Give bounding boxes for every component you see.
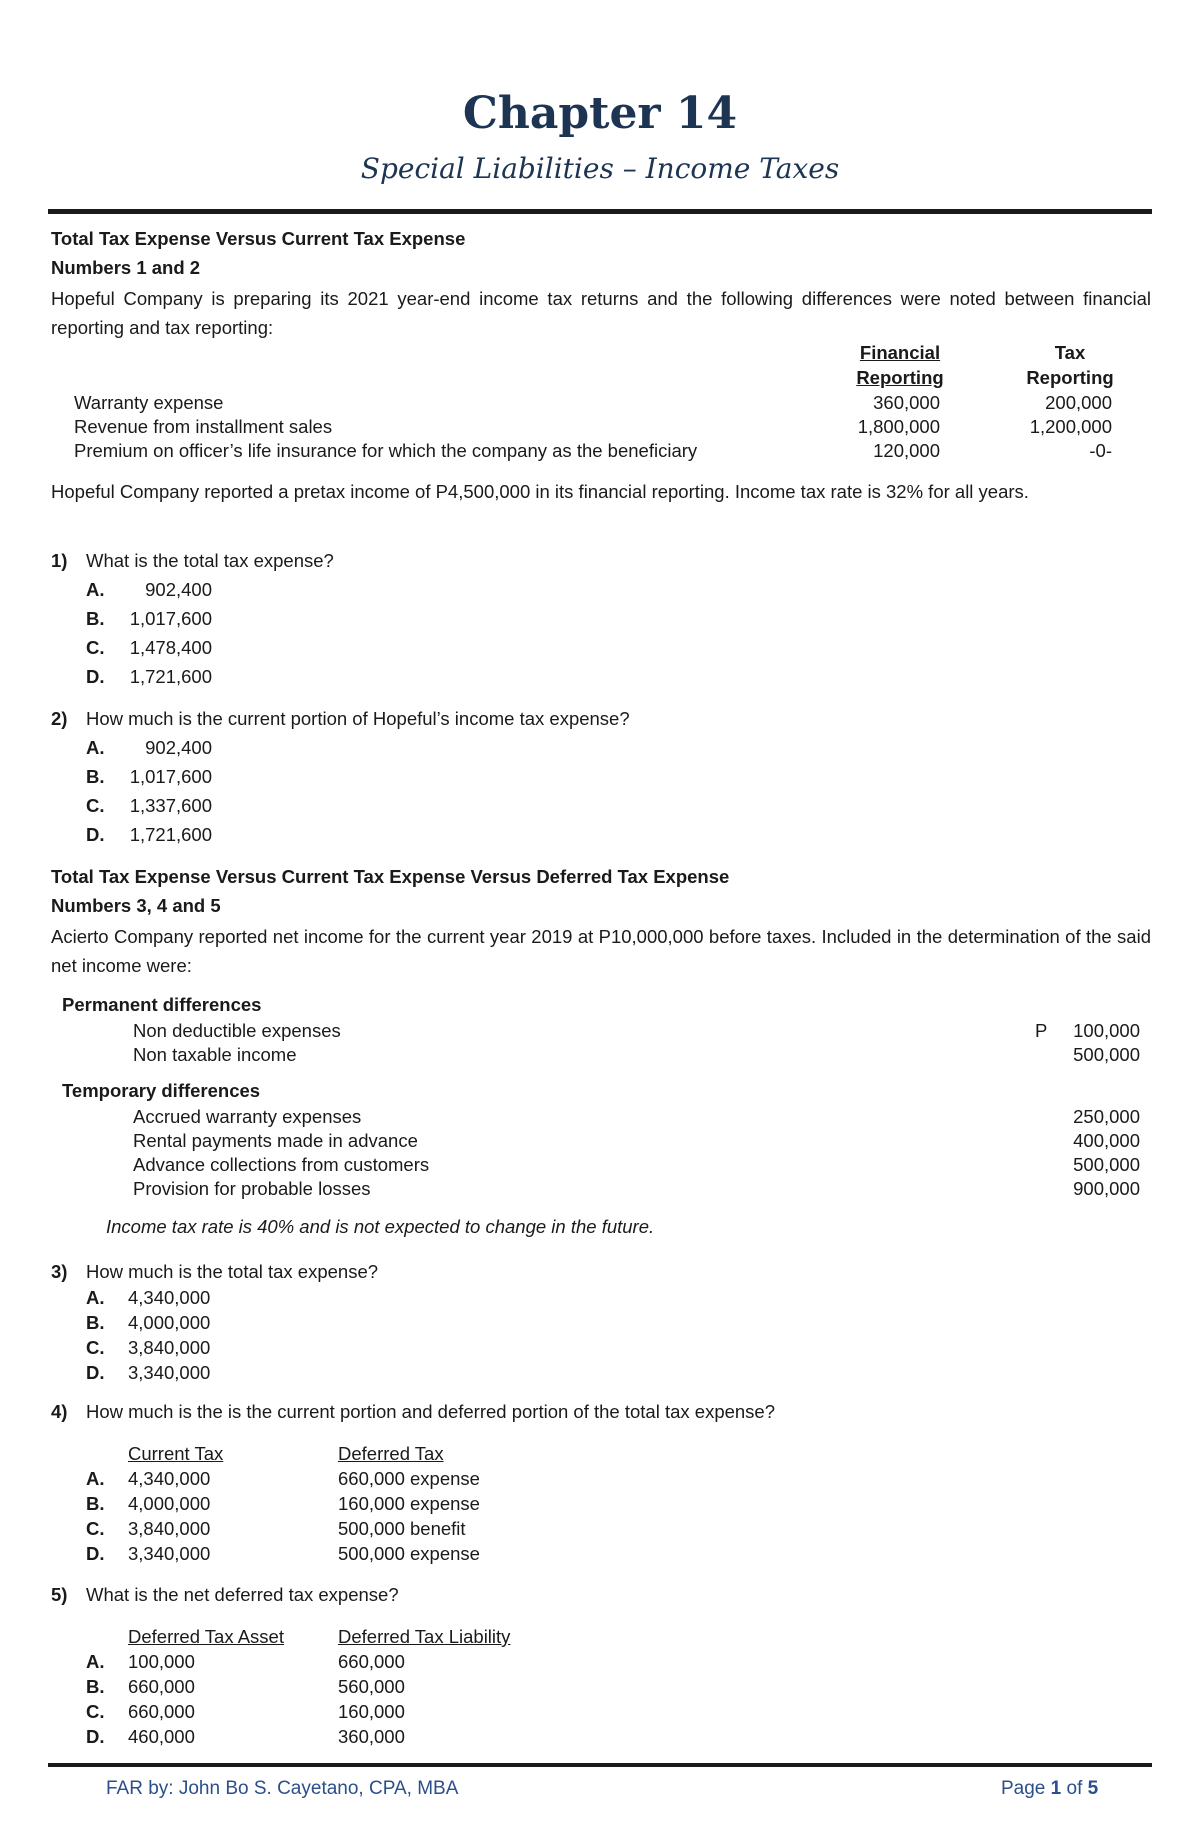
choice-value: 1,017,600 bbox=[129, 608, 212, 629]
diff-row-financial: 120,000 bbox=[873, 440, 940, 461]
choice-letter: A. bbox=[86, 1468, 105, 1489]
temp-row-value: 400,000 bbox=[1073, 1130, 1140, 1151]
diff-row-label: Warranty expense bbox=[74, 392, 224, 413]
header-rule bbox=[48, 209, 1152, 214]
choice-deferred-tax: 500,000 benefit bbox=[338, 1518, 466, 1539]
choice-letter: D. bbox=[86, 666, 105, 687]
temp-row-value: 900,000 bbox=[1073, 1178, 1140, 1199]
footer-author: FAR by: John Bo S. Cayetano, CPA, MBA bbox=[106, 1778, 459, 1799]
section1-heading: Total Tax Expense Versus Current Tax Expense bbox=[51, 228, 466, 249]
choice-current-tax: 3,840,000 bbox=[128, 1518, 211, 1539]
q3-text: How much is the total tax expense? bbox=[86, 1261, 379, 1282]
q1-text: What is the total tax expense? bbox=[86, 550, 334, 571]
choice-current-tax: 3,340,000 bbox=[128, 1543, 211, 1564]
q2-text: How much is the current portion of Hopeful’s income tax expense? bbox=[86, 708, 630, 729]
choice-deferred-tax-asset: 660,000 bbox=[128, 1676, 195, 1697]
section1-after: Hopeful Company reported a pretax income of P4,500,000 in its financial reporting. Income tax rate is 32% for all years. bbox=[51, 481, 1029, 502]
q5-number: 5) bbox=[51, 1584, 68, 1605]
page-total: 5 bbox=[1087, 1778, 1099, 1799]
choice-letter: B. bbox=[86, 1493, 105, 1514]
choice-letter: A. bbox=[86, 1287, 105, 1308]
page-label: Page bbox=[1001, 1778, 1046, 1799]
q5-text: What is the net deferred tax expense? bbox=[86, 1584, 399, 1605]
footer-page-number bbox=[1001, 1778, 1098, 1800]
choice-deferred-tax: 500,000 expense bbox=[338, 1543, 480, 1564]
choice-letter: C. bbox=[86, 795, 105, 816]
choice-letter: D. bbox=[86, 824, 105, 845]
permanent-heading: Permanent differences bbox=[62, 994, 262, 1015]
choice-value: 902,400 bbox=[145, 579, 212, 600]
section1-intro: Hopeful Company is preparing its 2021 year-end income tax returns and the following differences were noted between financial reporting and tax reporting: bbox=[51, 288, 1151, 338]
diff-row-label: Premium on officer’s life insurance for which the company as the beneficiary bbox=[74, 440, 698, 461]
choice-value: 1,721,600 bbox=[129, 666, 212, 687]
choice-letter: C. bbox=[86, 1337, 105, 1358]
choice-value: 1,721,600 bbox=[129, 824, 212, 845]
choice-value: 4,000,000 bbox=[128, 1312, 211, 1333]
section2-heading: Total Tax Expense Versus Current Tax Expense Versus Deferred Tax Expense bbox=[51, 866, 730, 887]
q4-col-current-tax: Current Tax bbox=[128, 1443, 224, 1464]
section1-numbers: Numbers 1 and 2 bbox=[51, 257, 201, 278]
choice-letter: D. bbox=[86, 1543, 105, 1564]
choice-deferred-tax-liability: 560,000 bbox=[338, 1676, 405, 1697]
perm-row-value: 100,000 bbox=[1073, 1020, 1140, 1041]
temp-row-label: Accrued warranty expenses bbox=[133, 1106, 362, 1127]
choice-value: 1,478,400 bbox=[129, 637, 212, 658]
diff-row-tax: -0- bbox=[1089, 440, 1112, 461]
choice-letter: C. bbox=[86, 1701, 105, 1722]
section2-intro: Acierto Company reported net income for the current year 2019 at P10,000,000 before taxes. Included in the determination of the said net income were: bbox=[51, 926, 1151, 976]
choice-letter: D. bbox=[86, 1362, 105, 1383]
choice-deferred-tax: 660,000 expense bbox=[338, 1468, 480, 1489]
currency-symbol: P bbox=[1035, 1020, 1048, 1041]
choice-deferred-tax-liability: 160,000 bbox=[338, 1701, 405, 1722]
choice-deferred-tax-asset: 660,000 bbox=[128, 1701, 195, 1722]
col-tax-line1: Tax bbox=[1054, 342, 1086, 363]
choice-current-tax: 4,340,000 bbox=[128, 1468, 211, 1489]
page-current: 1 bbox=[1050, 1778, 1062, 1799]
choice-letter: D. bbox=[86, 1726, 105, 1747]
col-financial-line1: Financial bbox=[859, 342, 941, 363]
footer-rule bbox=[48, 1763, 1152, 1767]
page-of-label: of bbox=[1066, 1778, 1083, 1799]
choice-letter: B. bbox=[86, 1676, 105, 1697]
diff-row-tax: 200,000 bbox=[1045, 392, 1112, 413]
choice-value: 902,400 bbox=[145, 737, 212, 758]
q2-number: 2) bbox=[51, 708, 68, 729]
temp-row-label: Advance collections from customers bbox=[133, 1154, 430, 1175]
choice-value: 3,840,000 bbox=[128, 1337, 211, 1358]
temp-row-value: 500,000 bbox=[1073, 1154, 1140, 1175]
perm-row-value: 500,000 bbox=[1073, 1044, 1140, 1065]
temp-row-label: Provision for probable losses bbox=[133, 1178, 371, 1199]
tax-rate-note: Income tax rate is 40% and is not expected to change in the future. bbox=[106, 1216, 655, 1237]
choice-letter: B. bbox=[86, 608, 105, 629]
choice-letter: A. bbox=[86, 579, 105, 600]
choice-deferred-tax-liability: 360,000 bbox=[338, 1726, 405, 1747]
temp-row-label: Rental payments made in advance bbox=[133, 1130, 418, 1151]
diff-row-financial: 360,000 bbox=[873, 392, 940, 413]
choice-letter: B. bbox=[86, 1312, 105, 1333]
diff-row-financial: 1,800,000 bbox=[857, 416, 940, 437]
temporary-heading: Temporary differences bbox=[62, 1080, 261, 1101]
choice-letter: B. bbox=[86, 766, 105, 787]
temp-row-value: 250,000 bbox=[1073, 1106, 1140, 1127]
chapter-title: Chapter 14 bbox=[462, 88, 738, 139]
q1-number: 1) bbox=[51, 550, 68, 571]
section2-numbers: Numbers 3, 4 and 5 bbox=[51, 895, 221, 916]
choice-letter: A. bbox=[86, 1651, 105, 1672]
choice-letter: C. bbox=[86, 637, 105, 658]
q5-col-deferred-tax-liability: Deferred Tax Liability bbox=[338, 1626, 511, 1647]
diff-row-tax: 1,200,000 bbox=[1029, 416, 1112, 437]
col-tax-line2: Reporting bbox=[1026, 367, 1114, 388]
q4-number: 4) bbox=[51, 1401, 68, 1422]
q4-col-deferred-tax: Deferred Tax bbox=[338, 1443, 444, 1464]
diff-row-label: Revenue from installment sales bbox=[74, 416, 333, 437]
choice-deferred-tax-asset: 100,000 bbox=[128, 1651, 195, 1672]
q4-text: How much is the is the current portion and deferred portion of the total tax expense? bbox=[86, 1401, 776, 1422]
choice-letter: A. bbox=[86, 737, 105, 758]
choice-value: 3,340,000 bbox=[128, 1362, 211, 1383]
perm-row-label: Non deductible expenses bbox=[133, 1020, 341, 1041]
choice-value: 1,337,600 bbox=[129, 795, 212, 816]
perm-row-label: Non taxable income bbox=[133, 1044, 297, 1065]
q3-number: 3) bbox=[51, 1261, 68, 1282]
choice-letter: C. bbox=[86, 1518, 105, 1539]
choice-value: 1,017,600 bbox=[129, 766, 212, 787]
q5-col-deferred-tax-asset: Deferred Tax Asset bbox=[128, 1626, 284, 1647]
choice-current-tax: 4,000,000 bbox=[128, 1493, 211, 1514]
choice-deferred-tax-liability: 660,000 bbox=[338, 1651, 405, 1672]
chapter-subtitle: Special Liabilities – Income Taxes bbox=[360, 152, 840, 185]
col-financial-line2: Reporting bbox=[856, 367, 944, 388]
choice-deferred-tax: 160,000 expense bbox=[338, 1493, 480, 1514]
choice-value: 4,340,000 bbox=[128, 1287, 211, 1308]
choice-deferred-tax-asset: 460,000 bbox=[128, 1726, 195, 1747]
